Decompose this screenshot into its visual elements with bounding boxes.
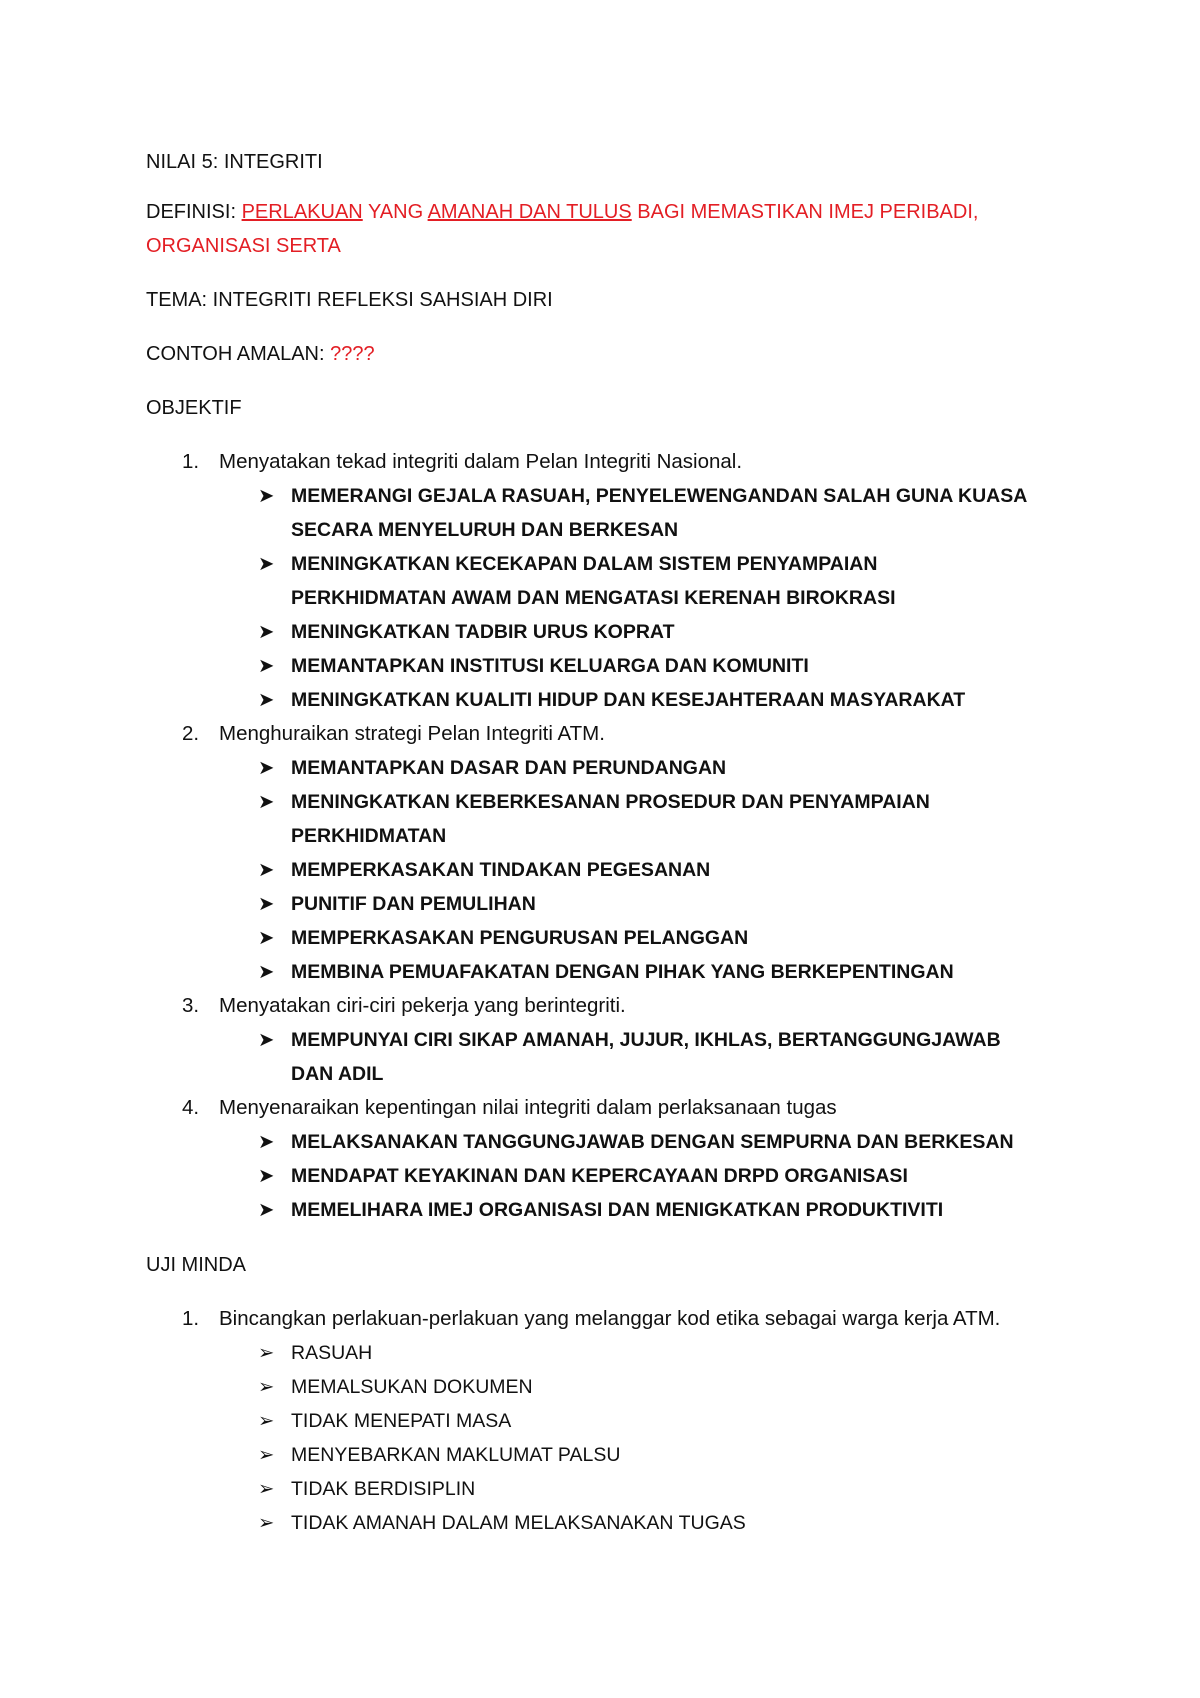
bullet-text: MEMPUNYAI CIRI SIKAP AMANAH, JUJUR, IKHLAS, BERTANGGUNGJAWAB [291, 1029, 1001, 1051]
definisi-label: DEFINISI: [146, 201, 237, 223]
bullet-text-continued: PERKHIDMATAN [291, 825, 447, 847]
contoh-value: ???? [330, 343, 375, 365]
bullet-text: TIDAK MENEPATI MASA [291, 1410, 512, 1432]
definisi-word-3: AMANAH DAN TULUS [427, 201, 632, 223]
arrow-bullet-icon: ➤ [258, 927, 275, 949]
item-number: 1. [182, 450, 200, 473]
item-text: Menyatakan tekad integriti dalam Pelan Integriti Nasional. [219, 450, 743, 473]
bullet-text: TIDAK BERDISIPLIN [291, 1478, 476, 1500]
arrow-bullet-icon: ➤ [258, 553, 275, 575]
item-number: 3. [182, 994, 200, 1017]
arrow-bullet-icon: ➤ [258, 757, 275, 779]
arrow-bullet-icon: ➤ [258, 893, 275, 915]
contoh-label: CONTOH AMALAN: [146, 343, 325, 365]
bullet-text: MENINGKATKAN KECEKAPAN DALAM SISTEM PENYAMPAIAN [291, 553, 878, 575]
item-number: 4. [182, 1096, 200, 1119]
bullet-text: MEMBINA PEMUAFAKATAN DENGAN PIHAK YANG BERKEPENTINGAN [291, 961, 954, 983]
bullet-text: MEMALSUKAN DOKUMEN [291, 1376, 533, 1398]
arrow-bullet-icon: ➢ [258, 1376, 275, 1398]
arrow-bullet-icon: ➤ [258, 621, 275, 643]
definisi-line-2: ORGANISASI SERTA [146, 235, 341, 257]
item-number: 1. [182, 1307, 200, 1330]
tema-line: TEMA: INTEGRITI REFLEKSI SAHSIAH DIRI [146, 289, 553, 311]
item-text: Menyenaraikan kepentingan nilai integriti dalam perlaksanaan tugas [219, 1096, 837, 1119]
objektif-heading: OBJEKTIF [146, 397, 242, 419]
arrow-bullet-icon: ➢ [258, 1512, 275, 1534]
numbered-item [182, 717, 605, 751]
arrow-bullet-icon: ➢ [258, 1410, 275, 1432]
arrow-bullet-icon: ➤ [258, 689, 275, 711]
bullet-text: TIDAK AMANAH DALAM MELAKSANAKAN TUGAS [291, 1512, 746, 1534]
bullet-text: MEMPERKASAKAN PENGURUSAN PELANGGAN [291, 927, 749, 949]
bullet-text: MEMANTAPKAN DASAR DAN PERUNDANGAN [291, 757, 727, 779]
definisi-line-1 [146, 195, 978, 229]
numbered-item [182, 1091, 837, 1125]
bullet-text: RASUAH [291, 1342, 373, 1364]
bullet-text: MENDAPAT KEYAKINAN DAN KEPERCAYAAN DRPD ORGANISASI [291, 1165, 908, 1187]
definisi-word-2: YANG [367, 201, 424, 223]
arrow-bullet-icon: ➤ [258, 1131, 275, 1153]
arrow-bullet-icon: ➢ [258, 1444, 275, 1466]
arrow-bullet-icon: ➤ [258, 655, 275, 677]
arrow-bullet-icon: ➢ [258, 1478, 275, 1500]
contoh-amalan-line [146, 337, 375, 371]
bullet-text: MENINGKATKAN TADBIR URUS KOPRAT [291, 621, 675, 643]
arrow-bullet-icon: ➤ [258, 485, 275, 507]
numbered-item [182, 1302, 1000, 1336]
numbered-item [182, 445, 742, 479]
arrow-bullet-icon: ➤ [258, 791, 275, 813]
bullet-text: MEMELIHARA IMEJ ORGANISASI DAN MENIGKATKAN PRODUKTIVITI [291, 1199, 944, 1221]
numbered-item [182, 989, 626, 1023]
bullet-text: MENINGKATKAN KEBERKESANAN PROSEDUR DAN PENYAMPAIAN [291, 791, 930, 813]
arrow-bullet-icon: ➤ [258, 961, 275, 983]
bullet-text-continued: PERKHIDMATAN AWAM DAN MENGATASI KERENAH BIROKRASI [291, 587, 896, 609]
bullet-text: MEMERANGI GEJALA RASUAH, PENYELEWENGANDAN SALAH GUNA KUASA [291, 485, 1028, 507]
definisi-word-4: BAGI MEMASTIKAN IMEJ PERIBADI, [637, 201, 979, 223]
item-text: Bincangkan perlakuan-perlakuan yang melanggar kod etika sebagai warga kerja ATM. [219, 1307, 1001, 1330]
item-number: 2. [182, 722, 200, 745]
bullet-text: MENYEBARKAN MAKLUMAT PALSU [291, 1444, 621, 1466]
item-text: Menghuraikan strategi Pelan Integriti ATM. [219, 722, 605, 745]
bullet-text: MENINGKATKAN KUALITI HIDUP DAN KESEJAHTERAAN MASYARAKAT [291, 689, 966, 711]
definisi-word-1: PERLAKUAN [241, 201, 363, 223]
bullet-text: PUNITIF DAN PEMULIHAN [291, 893, 536, 915]
bullet-text: MELAKSANAKAN TANGGUNGJAWAB DENGAN SEMPURNA DAN BERKESAN [291, 1131, 1014, 1153]
arrow-bullet-icon: ➤ [258, 859, 275, 881]
arrow-bullet-icon: ➢ [258, 1342, 275, 1364]
page-title: NILAI 5: INTEGRITI [146, 151, 323, 173]
item-text: Menyatakan ciri-ciri pekerja yang berintegriti. [219, 994, 626, 1017]
arrow-bullet-icon: ➤ [258, 1199, 275, 1221]
bullet-text-continued: SECARA MENYELURUH DAN BERKESAN [291, 519, 679, 541]
bullet-text: MEMPERKASAKAN TINDAKAN PEGESANAN [291, 859, 711, 881]
arrow-bullet-icon: ➤ [258, 1029, 275, 1051]
uji-minda-heading: UJI MINDA [146, 1254, 246, 1276]
bullet-text: MEMANTAPKAN INSTITUSI KELUARGA DAN KOMUNITI [291, 655, 809, 677]
arrow-bullet-icon: ➤ [258, 1165, 275, 1187]
bullet-text-continued: DAN ADIL [291, 1063, 384, 1085]
